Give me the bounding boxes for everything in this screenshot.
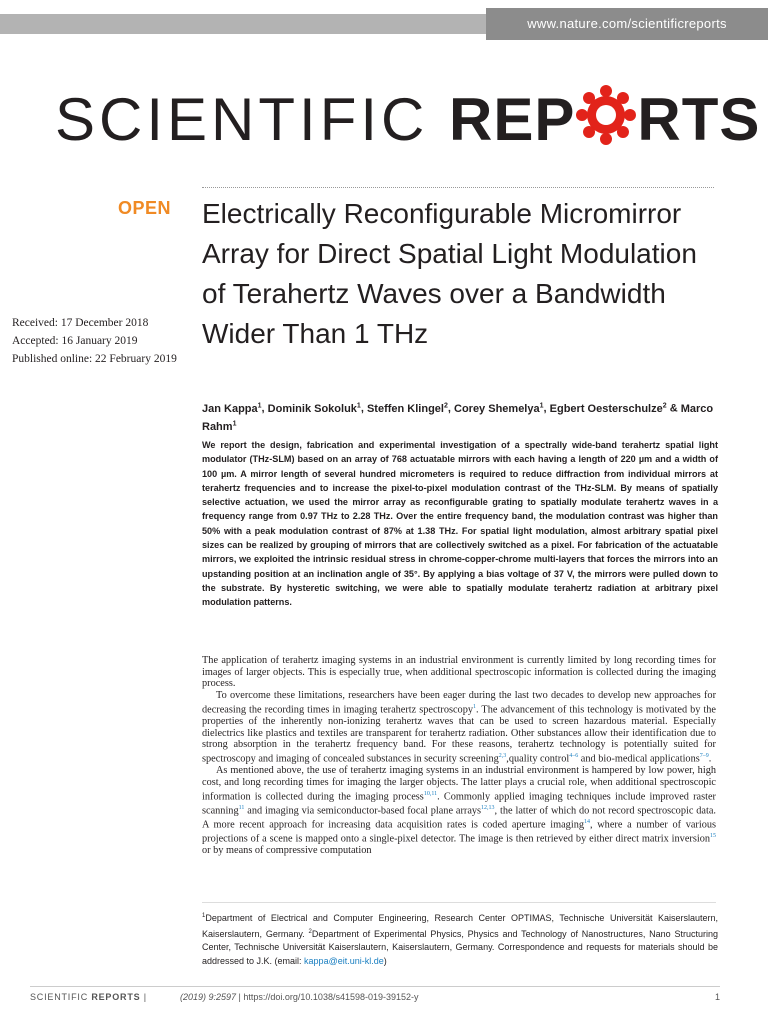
accepted-date: Accepted: 16 January 2019 <box>12 335 138 347</box>
author[interactable]: Dominik Sokoluk$^1$ <box>267 402 361 415</box>
author[interactable]: Egbert Oesterschulze$^2$ <box>549 402 667 415</box>
citation-link[interactable]: 1 <box>473 703 477 710</box>
footer-journal-name: SCIENTIFIC REPORTS | <box>30 992 147 1002</box>
journal-url[interactable]: www.nature.com/scientificreports <box>486 8 768 40</box>
paragraph: To overcome these limitations, researchers have been eager during the last two decades to develop new approaches for decreasing the recording times in imaging terahertz spectroscopy$^1$. The advancement of this technology is motivated by the properties of the inherently non-ionizing terahertz waves that can be used to screen hazardous material. Especially dielectrics like plastics and textiles are transparent for terahertz radiation. Other substances allow their identification due to strong absorption in the terahertz frequency band. For these reasons, terahertz technology is potentially suited for spectroscopy and imaging of concealed substances in security screening$^{2,3}$,quality control$^{4-6}$ and bio-medical applications$^{7-9}$. <box>202 690 717 765</box>
banner-strip <box>0 14 486 34</box>
main-text <box>202 655 716 857</box>
article-dates <box>12 314 192 368</box>
correspondence-email-link[interactable]: kappa@eit.uni-kl.de <box>304 955 384 966</box>
citation-link[interactable]: 12,13 <box>481 804 495 811</box>
title-divider <box>202 187 714 188</box>
citation-link[interactable]: 15 <box>710 832 716 839</box>
paragraph: As mentioned above, the use of terahertz imaging systems in an industrial environment is hampered by low power, high cost, and long recording times for imaging the larger objects. The latter plays a crucial role, when additional spectroscopic information is collected during the imaging process$^{10,11}$. Commonly applied imaging techniques include improved raster scanning$^{11}$ and imaging via semiconductor-based focal plane arrays$^{12,13}$, the latter of which do not record spectroscopic data. A more recent approach for increasing data acquisition rates is coded aperture imaging$^{14}$, where a number of various projections of a scene is mapped onto a single-pixel detector. The image is then retrieved by either direct matrix inversion$^{15}$ or by means of compressive computation <box>202 765 717 857</box>
author[interactable]: Jan Kappa$^1$ <box>202 402 262 415</box>
masthead-rts: RTS <box>637 86 761 153</box>
footer-divider <box>30 986 720 987</box>
citation-link[interactable]: 2,3 <box>498 753 507 760</box>
author[interactable]: Marco Rahm$^1$ <box>202 402 714 434</box>
affiliations: $^1$Department of Electrical and Computer Engineering, Research Center OPTIMAS, Technische Universität Kaiserslautern, Kaiserslautern, Germany. $^2$Department of Experimental Physics, Physics and Technology of Nanostructures, Nano Structuring Center, Technische Universität Kaiserslautern, Kaiserslautern, Germany. Correspondence and requests for materials should be addressed to J.K. (email: kappa@eit.uni-kl.de) <box>202 913 718 966</box>
masthead-rep: REP <box>449 86 576 153</box>
citation-link[interactable]: 10,11 <box>423 790 438 797</box>
author[interactable]: Steffen Klingel$^2$ <box>366 402 448 415</box>
footnote-divider <box>202 902 716 903</box>
footer-citation[interactable]: (2019) 9:2597 | https://doi.org/10.1038/s41598-019-39152-y <box>180 992 419 1002</box>
page-number: 1 <box>714 992 720 1002</box>
gear-o-icon <box>575 84 637 146</box>
article-title: Electrically Reconfigurable Micromirror Array for Direct Spatial Light Modulation of Terahertz Waves over a Bandwidth Wider Than 1 THz <box>202 198 697 349</box>
citation-link[interactable]: 7–9 <box>699 753 709 760</box>
citation-link[interactable]: 14 <box>584 818 590 825</box>
author-list: Jan Kappa$^1$, Dominik Sokoluk$^1$, Steffen Klingel$^2$, Corey Shemelya$^1$, Egbert Oesterschulze$^2$ & Marco Rahm$^1$ <box>202 402 714 434</box>
page-footer <box>30 990 720 1004</box>
paragraph: The application of terahertz imaging systems in an industrial environment is currently limited by long recording times for images of larger objects. This is especially true, when additional spectroscopic information is collected during the imaging process. <box>202 655 716 690</box>
published-date: Published online: 22 February 2019 <box>12 353 177 365</box>
masthead-scientific: SCIENTIFIC <box>55 86 450 153</box>
open-access-label: OPEN <box>118 198 172 218</box>
author[interactable]: Corey Shemelya$^1$ <box>454 402 544 415</box>
received-date: Received: 17 December 2018 <box>12 317 149 329</box>
abstract: We report the design, fabrication and experimental investigation of a spectrally wide-band terahertz spatial light modulator (THz-SLM) based on an array of 768 actuatable mirrors with each having a length of 220 µm and a width of 100 µm. A mirror length of several hundred micrometers is required to reduce diffraction from individual mirrors at terahertz frequencies and to increase the pixel-to-pixel modulation contrast of the THz-SLM. By means of spatially selective actuation, we used the mirror array as reconfigurable grating to spatially modulate terahertz waves in a frequency range from 0.97 THz to 2.28 THz. Over the entire frequency band, the modulation contrast was higher than 50% with a peak modulation contrast of 87% at 1.38 THz. For spatial light modulation, almost arbitrary spatial pixel sizes can be realized by grouping of mirrors that are collectively switched as a pixel. For fabrication of the actuatable mirrors, we exploited the intrinsic residual stress in chrome-copper-chrome multi-layers that forces the mirrors into an upstanding position at an inclination angle of 35°. By applying a bias voltage of 37 V, the mirrors were pulled down to the substrate. By hysteretic switching, we were able to spatially modulate terahertz radiation at arbitrary pixel modulation patterns. <box>202 440 718 608</box>
citation-link[interactable]: 4–6 <box>569 753 579 760</box>
journal-masthead <box>55 84 761 154</box>
top-banner <box>0 0 768 40</box>
citation-link[interactable]: 11 <box>238 804 245 811</box>
